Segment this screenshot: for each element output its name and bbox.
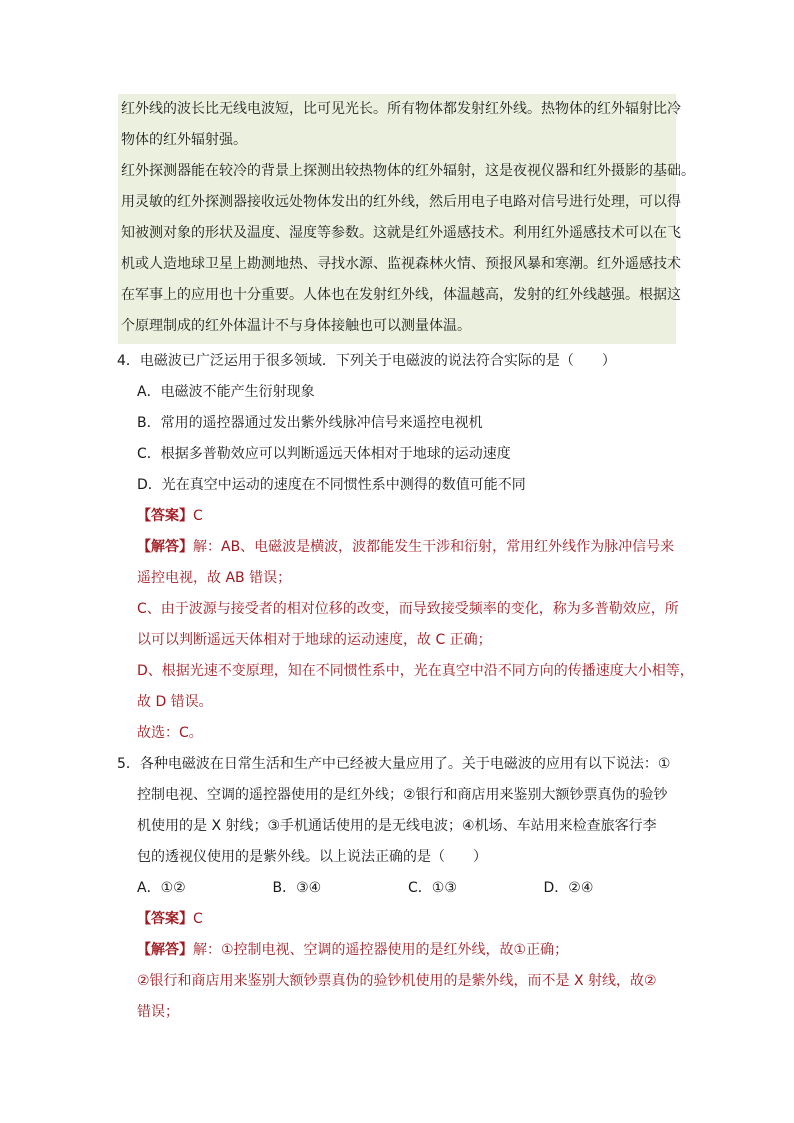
q4-option-a: A．电磁波不能产生衍射现象 [137, 384, 315, 400]
q5-options [117, 873, 679, 904]
questions [117, 346, 694, 1028]
q5-stem-line: 包的透视仪使用的是紫外线。以上说法正确的是（ ） [137, 849, 487, 865]
q4-analysis-line [117, 532, 679, 563]
q4-stem: 4．电磁波已广泛运用于很多领域．下列关于电磁波的说法符合实际的是（ ） [117, 353, 616, 369]
info-line: 机或人造地球卫星上勘测地热、寻找水源、监视森林火情、预报风暴和寒潮。红外遥感技术 [121, 256, 681, 272]
q5-stem-line: 控制电视、空调的遥控器使用的是红外线；②银行和商店用来鉴别大额钞票真伪的验钞 [137, 787, 668, 803]
q4-answer [117, 501, 679, 532]
q4-analysis-line: 故 D 错误。 [137, 694, 213, 710]
answer-value: C [193, 508, 203, 524]
info-line: 用灵敏的红外探测器接收远处物体发出的红外线，然后用电子电路对信号进行处理，可以得 [121, 194, 681, 210]
analysis-text: 解：AB、电磁波是横波，波都能发生干涉和衍射，常用红外线作为脉冲信号来 [193, 539, 675, 555]
analysis-label: 【解答】 [137, 539, 193, 555]
info-line: 知被测对象的形状及温度、湿度等参数。这就是红外遥感技术。利用红外遥感技术可以在飞 [121, 225, 681, 241]
q4-analysis-line: 遥控电视，故 AB 错误； [137, 570, 292, 586]
analysis-label: 【解答】 [137, 942, 193, 958]
q5-analysis-line: 错误； [137, 1004, 179, 1020]
answer-value: C [193, 911, 203, 927]
q4-analysis-line: D、根据光速不变原理，知在不同惯性系中，光在真空中沿不同方向的传播速度大小相等， [137, 663, 694, 679]
info-box [118, 94, 695, 344]
q5-analysis-line: ②银行和商店用来鉴别大额钞票真伪的验钞机使用的是紫外线，而不是 X 射线，故② [137, 973, 657, 989]
info-line: 物体的红外辐射强。 [121, 132, 247, 148]
q5-answer [117, 904, 679, 935]
q5-stem-line: 5．各种电磁波在日常生活和生产中已经被大量应用了。关于电磁波的应用有以下说法：① [117, 756, 671, 772]
answer-label: 【答案】 [137, 911, 193, 927]
analysis-text: 解：①控制电视、空调的遥控器使用的是红外线，故①正确； [193, 942, 569, 958]
q4-analysis-line: 以可以判断遥远天体相对于地球的运动速度，故 C 正确； [137, 632, 492, 648]
info-line: 红外线的波长比无线电波短，比可见光长。所有物体都发射红外线。热物体的红外辐射比冷 [121, 101, 681, 117]
q4-option-b: B．常用的遥控器通过发出紫外线脉冲信号来遥控电视机 [137, 415, 483, 431]
info-line: 红外探测器能在较冷的背景上探测出较热物体的红外辐射，这是夜视仪器和红外摄影的基础。 [121, 163, 695, 179]
q5-analysis-line [117, 935, 679, 966]
q5-option-b: B．③④ [272, 880, 322, 896]
q5-option-a: A．①② [137, 880, 186, 896]
info-line: 个原理制成的红外体温计不与身体接触也可以测量体温。 [121, 318, 471, 334]
q5-option-c: C．①③ [408, 880, 457, 896]
q4-analysis-line: C、由于波源与接受者的相对位移的改变，而导致接受频率的变化，称为多普勒效应，所 [137, 601, 679, 617]
q4-analysis-line: 故选：C。 [137, 725, 203, 741]
q5-option-d: D．②④ [543, 880, 594, 896]
q4-option-d: D．光在真空中运动的速度在不同惯性系中测得的数值可能不同 [137, 477, 526, 493]
answer-label: 【答案】 [137, 508, 193, 524]
q4-option-c: C．根据多普勒效应可以判断遥远天体相对于地球的运动速度 [137, 446, 511, 462]
q5-stem-line: 机使用的是 X 射线；③手机通话使用的是无线电波；④机场、车站用来检查旅客行李 [137, 818, 657, 834]
info-line: 在军事上的应用也十分重要。人体也在发射红外线，体温越高，发射的红外线越强。根据这 [121, 287, 681, 303]
